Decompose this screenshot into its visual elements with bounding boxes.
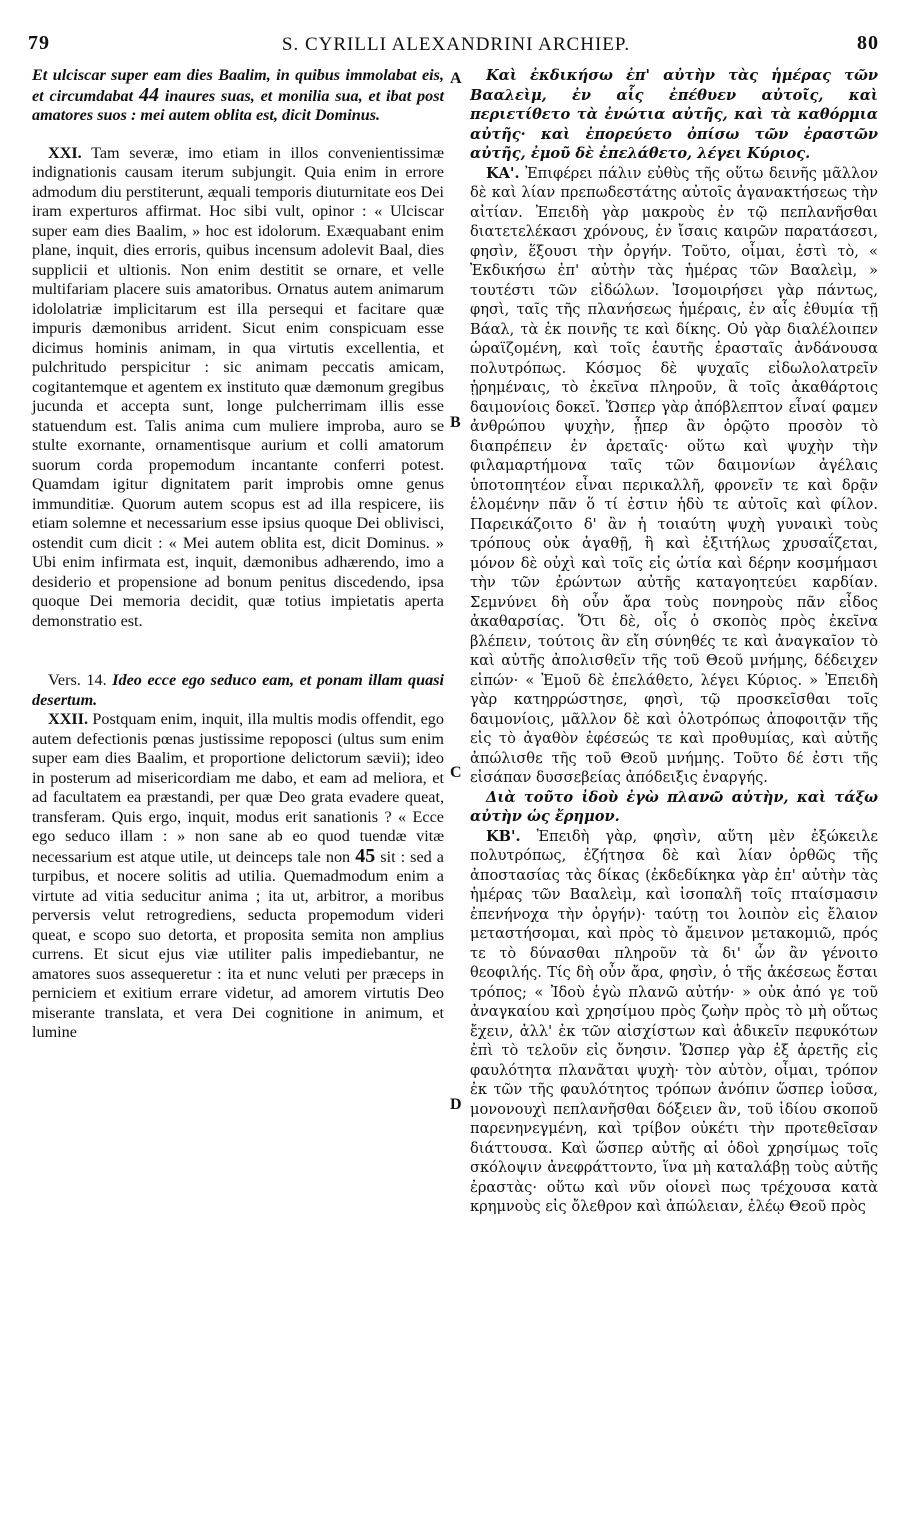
latin-verse-14-text: Ideo ecce ego seduco eam, et ponam illam quasi desertum. xyxy=(32,671,445,709)
left-page-number: 79 xyxy=(28,32,50,54)
latin-verse-14 xyxy=(32,671,444,710)
latin-section-xxii xyxy=(32,710,444,1043)
greek-verse-mid: Διὰ τοῦτο ἰδοὺ ἐγὼ πλανῶ αὐτὴν, καὶ τάξω αὐτὴν ὡς ἔρημον. xyxy=(470,788,878,825)
verse-label: Vers. 14. xyxy=(48,671,107,689)
latin-section-xxi-text: Tam severæ, imo etiam in illos convenientissimæ indignationis causam iterum subjungit. Quia enim in errore admodum diu perstiterunt, æquali temporis diuturnitate eos Dei iram experturos affirmat. Hoc sibi vult, opinor : « Ulciscar super eam dies Baalim, » hoc est idolorum. Exæquabant enim plane, inquit, dies erroris, quibus incensum adolevit Baal, dies supplicii et ultionis. Non enim destitit se ornare, et velle multifariam placere suis amatoribus. Ornatus autem animarum idololatriæ implicitarum est illa persequi et facitare quæ impuris dæmonibus arrident. Sicut enim conspicuam esse dicimus hominis animam, in qua virtutis excellentia, et pulchritudo perspicitur : sic animam peccatis amicam, cogitantemque et agentem ex instituto quæ dæmonum gregibus jucunda et accepta sunt, longe pulcherrimam illis esse statuendum est. Talis anima cum muliere improba, auro se stulte exornante, ornamentisque aurium et colli amatorum suorum corda propemodum incantante conferri potest. Quamdam igitur dignitatem parit improbis omne genus immunditiæ. Quorum autem scopus est ad illa respicere, iis etiam solemne et necessarium esse ipsius quoque Dei oblivisci, ostendit cum dicit : « Mei autem oblita est, dicit Dominus. » Ubi enim infirmata est, inquit, dæmonibus adhærendo, imo a desiderio et propensione ad bonum penitus discedendo, ipsa quoque Dei memoria decidit, quæ totius impietatis aperta demonstratio est. xyxy=(32,143,444,630)
right-page-number: 80 xyxy=(857,32,879,54)
margin-marker-b: B xyxy=(450,414,461,431)
section-number-xxii: XXII. xyxy=(48,710,89,728)
latin-section-xxi xyxy=(32,144,444,632)
latin-section-xxii-text-part1: Postquam enim, inquit, illa multis modis offendit, ego autem defectionis pœnas justissime repoposci (ultus sum enim super eam dies Baalim, et proportione delictorum sævii); ideo in posterum ad misericordiam me dabo, et eam ad meliora, et ad facultatem ea præstandi, per quæ Deo grata evadere queat, transferam. Quis ergo, inquit, modus erit sanationis ? « Ecce ego seduco illam : » non sane ab eo quod tuendæ vitæ necessarium est atque utile, ut deinceps tale non xyxy=(32,710,444,866)
greek-column xyxy=(470,66,878,1217)
running-title: S. CYRILLI ALEXANDRINI ARCHIEP. xyxy=(281,34,631,55)
greek-section-kb xyxy=(470,827,878,1217)
folio-marker-45: 45 xyxy=(355,844,376,867)
greek-section-ka-text: Ἐπιφέρει πάλιν εὐθὺς τῆς οὕτω δεινῆς μᾶλλον δὲ καὶ λίαν πρεπωδεστάτης αὐτοῖς ἀγανακτήσεως τὴν αἰτίαν. Ἐπειδὴ γὰρ μακροὺς ἐν τῷ πεπλανῆσθαι διατετελέκασι χρόνους, ἐν ἴσαις καιρῶν παρατάσεσι, φησὶν, ἕξουσι τὴν ὀργήν. Τοῦτο, οἶμαι, ἐστὶ τὸ, « Ἐκδικήσω ἐπ' αὐτὴν τὰς ἡμέρας τῶν Βααλεὶμ, » τουτέστι τῶν εἰδώλων. Ἰσομοιρήσει γὰρ πάντως, φησὶ, ταῖς τῆς πλανήσεως ἡμέραις, ἐν αἷς ἐθυμία τῇ Βάαλ, τὰ ἐκ ποινῆς τε καὶ δίκης. Οὐ γὰρ διαλέλοιπεν ὡραϊζομένη, καὶ τοῖς ἑαυτῆς ἐρασταῖς ἀνδάνουσα πολυτρόπως. Κόσμος δὲ ψυχαῖς εἰδωλολατρεῖν ᾑρημέναις, τὸ ἐκεῖνα πληροῦν, ἃ τοῖς ἀκαθάρτοις δαιμονίοις δοκεῖ. Ὥσπερ γὰρ ἀπόβλεπτον εἶναί φαμεν ἀνθρώπου ψυχὴν, ᾗπερ ἂν ὁρῷτο προσὸν τὸ διαπρέπειν ἐν ἀρεταῖς· οὕτω καὶ ψυχὴν τὴν φιλαμαρτήμονα ταῖς τῶν δαιμονίων ἀγέλαις ὑποτοπητέον εἶναι περικαλλῆ, φρονεῖν τε καὶ δρᾷν ἑλομένην πᾶν ὅ τί ἐστιν ἡδὺ τε αὐτοῖς καὶ φίλον. Παρεικάζοιτο δ' ἂν ἡ τοιαύτη ψυχὴ γυναικὶ τοὺς τρόπους οὐκ ἀγαθῇ, ἣ καὶ ἐξιτήλως χρυσαΐζεται, μόνον δὲ οὐχὶ καὶ τοῖς εἰς ὠτία καὶ δέρην κοσμήμασι τὴν τῶν ἐρώντων αὐτῆς καταγοητεύει καρδίαν. Σεμνύνει δὴ οὖν ἄρα τοὺς πονηροὺς πᾶν εἶδος ἀκαθαρσίας. Ὅτι δὲ, οἷς ὁ σκοπὸς πρὸς ἐκεῖνα βλέπειν, τούτοις ἂν εἴη σύνηθές τε καὶ ἀναγκαῖον τὸ καὶ αὐτῆς ἀπολισθεῖν τῆς τοῦ Θεοῦ μνήμης, δέδειχεν εἰπών· « Ἐμοῦ δὲ ἐπελάθετο, λέγει Κύριος. » Ἐπειδὴ γὰρ κατηρρώστησε, φησὶ, τῷ προσκεῖσθαι τοῖς δαιμονίοις, μᾶλλον δὲ καὶ ὁλοτρόπως ἀποφοιτᾷν τῆς εἰς τὸ ἀγαθὸν ἐφέσεώς τε καὶ προθυμίας, καὶ αὐτῆς ἀπώλισθε τῆς τοῦ Θεοῦ μνήμης. Τοῦτο δέ ἐστι τῆς εἰσάπαν δυσσεβείας ἀπόδειξις ἐναργής. xyxy=(470,164,879,786)
latin-column xyxy=(32,66,444,1043)
greek-section-kb-text: Ἐπειδὴ γὰρ, φησὶν, αὕτη μὲν ἐξώκειλε πολυτρόπως, ἐζήτησα δὲ καὶ λίαν ὀρθῶς τῆς ἀποστασίας τὰς δίκας (ἐκδεδίκηκα γὰρ ἐπ' αὐτὴν τὰς ἡμέρας τῶν Βααλεὶμ, καὶ ἰσοπαλῆ τοῖς πταίσμασιν ἐπενήνοχα τὴν ὀργήν)· ταύτῃ τοι λοιπὸν εἰς ἔλαιον μεταστήσομαι, καὶ πρὸς τὸ ἄμεινον μετακομιῶ, πρός τε τὸ δύνασθαι πληροῦν τὰ δι' ὧν ἂν γένοιτο θεοφιλής. Τίς δὴ οὖν ἄρα, φησὶν, ὁ τῆς ἀκέσεως ἔσται τρόπος; « Ἰδοὺ ἐγὼ πλανῶ αὐτήν· » οὐκ ἀπό γε τοῦ ἀναγκαίου καὶ χρησίμου πρὸς ζωὴν πρὸς τὸ μὴ οὕτως ἔχειν, ἀλλ' ἐκ τῶν αἰσχίστων καὶ ἀδικεῖν πεφυκότων ἐπὶ τὸ τελοῦν εἰς ὄνησιν. Ὥσπερ γὰρ ἐξ ἀρετῆς εἰς φαυλότητα πλανᾶται ψυχὴ· τὸν αὐτὸν, οἶμαι, τρόπον ἐκ τῶν τῆς φαυλότητος τρόπων ἀνόπιν ὥσπερ ἰοῦσα, μονονουχὶ πεπλανῆσθαι δόξειεν ἂν, τοῦ ἰδίου σκοποῦ παρενηνεγμένη, καὶ τρίβον οὐκέτι τὴν προτεθεῖσαν διάττουσα. Καὶ ὥσπερ αὐτῆς αἱ ὁδοὶ χρησίμως τοῖς σκόλοψιν ἀνεφράττοντο, ἵνα μὴ καταλάβῃ τοὺς αὐτῆς ἐραστὰς· οὕτω καὶ νῦν οἱονεὶ πως τρέχουσα κατὰ κρημνοὺς εἰς ὄλεθρον καὶ ἀπώλειαν, ἐλέῳ Θεοῦ πρὸς xyxy=(470,827,878,1215)
greek-verse-top: Καὶ ἐκδικήσω ἐπ' αὐτὴν τὰς ἡμέρας τῶν Βααλεὶμ, ἐν αἷς ἐπέθυεν αὐτοῖς, καὶ περιετίθετο τὰ ἐνώτια αὐτῆς, καὶ τὰ καθόρμια αὐτῆς· καὶ ἐπορεύετο ὀπίσω τῶν ἐραστῶν αὐτῆς, ἐμοῦ δὲ ἐπελάθετο, λέγει Κύριος. xyxy=(470,67,878,162)
latin-verse-top-part1: Et ulciscar super eam dies Baalim, in quibus immolabat eis, et circumdabat xyxy=(32,66,444,105)
section-number-ka: ΚΑ'. xyxy=(486,164,520,182)
margin-marker-d: D xyxy=(450,1096,462,1113)
greek-section-ka xyxy=(470,164,878,788)
latin-section-xxii-text-part2: sit : sed a turpibus, et nocere solitis ad utilia. Quemadmodum enim a virtute ad vitia seducitur anima ; ita ut, arbitror, a moribus perversis velut retrogrediens, seducta propemodum videri queat, e scopo suo detorta, et proposita semita non amplius currens. Et sicut ejus viæ utiliter palis impediebantur, ne amatores suos assequeretur : ita et nunc veluti per præceps in perniciem et exitium errare videtur, ad amorem virtutis Deo miserante translata, et vera Dei cognitione in animum, et lumine xyxy=(32,847,444,1041)
section-number-xxi: XXI. xyxy=(48,143,82,162)
latin-verse-top-part2: inaures suas, et monilia sua, et ibat post amatores suos : mei autem oblita est, dicit Dominus. xyxy=(32,86,445,124)
latin-verse-top xyxy=(32,66,444,126)
folio-marker-44: 44 xyxy=(139,83,159,106)
margin-marker-a: A xyxy=(450,70,462,87)
section-number-kb: ΚΒ'. xyxy=(486,827,521,845)
margin-marker-c: C xyxy=(450,764,462,781)
